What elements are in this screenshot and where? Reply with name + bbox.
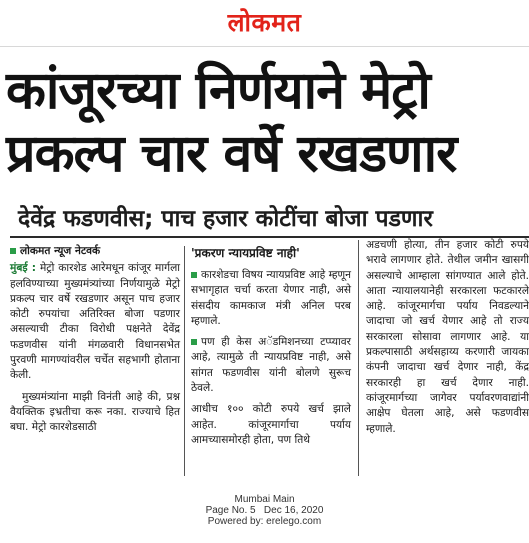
clipped-next-headline bbox=[30, 476, 529, 486]
bullet-text: कारशेडचा विषय न्यायप्रविष्ट आहे म्हणून सभागृहात चर्चा करता येणार नाही, असे संसदीय कामकाज मंत्री अनिल परब म्हणाले. bbox=[191, 269, 351, 327]
article-column-3 bbox=[366, 238, 529, 437]
paragraph-text: मेट्रो कारशेड आरेमधून कांजूर मार्गला हलविण्याच्या मुख्यमंत्र्यांच्या निर्णयामुळे मेट्रो प्रकल्प चार वर्षे रखडणार असून पाच हजार कोटी रुपयांचा अतिरिक्त बोजा पडणार असल्याची टीका विरोधी पक्षनेते देवेंद्र फडणवीस यांनी मंगळवारी विधानसभेत पुरवणी मागण्यांवरील चर्चेत सहभागी होताना केली. bbox=[10, 262, 180, 382]
paragraph: आधीच १०० कोटी रुपये खर्च झाले आहेत. कांजूरमार्गाचा पर्याय आमच्यासमोरही होता, पण तिथे bbox=[191, 403, 351, 446]
masthead bbox=[0, 0, 529, 50]
bullet-square-icon bbox=[10, 248, 16, 254]
article-column-2 bbox=[191, 244, 351, 448]
box-heading: 'प्रकरण न्यायप्रविष्ट नाही' bbox=[191, 246, 300, 260]
bullet-point bbox=[191, 335, 351, 396]
paragraph: मुख्यमंत्र्यांना माझी विनंती आहे की, प्रश्न वैयक्तिक इभ्रतीचा करू नका. राज्याचे हित बघा. मेट्रो कारशेडसाठी bbox=[10, 390, 180, 434]
headline bbox=[6, 60, 529, 186]
newspaper-logo: लोकमत bbox=[227, 8, 302, 37]
bullet-square-icon bbox=[191, 339, 197, 345]
bullet-text: पण ही केस अॅडमिशनच्या टप्प्यावर आहे, त्यामुळे ती न्यायप्रविष्ट नाही, असे सांगत फडणवीस यांनी बोलणे सुरूच ठेवले. bbox=[191, 336, 351, 395]
edition-name: Mumbai Main bbox=[234, 494, 295, 505]
bullet-point bbox=[191, 268, 351, 329]
byline: लोकमत न्यूज नेटवर्क bbox=[20, 245, 101, 257]
page-number-date: Page No. 5 Dec 16, 2020 bbox=[205, 505, 324, 516]
page-footer bbox=[0, 494, 529, 527]
column-divider bbox=[358, 240, 359, 476]
dateline: मुंबई : bbox=[10, 262, 37, 275]
masthead-divider bbox=[0, 46, 529, 47]
bullet-square-icon bbox=[191, 272, 197, 278]
powered-by: Powered by: erelego.com bbox=[207, 516, 322, 527]
headline-line-1: कांजूरच्या निर्णयाने मेट्रो bbox=[6, 61, 430, 121]
paragraph bbox=[10, 261, 180, 383]
paragraph: अडचणी होत्या, तीन हजार कोटी रुपये भरावे लागणार होते. तेथील जमीन खासगी असल्याचे आम्हाला सांगण्यात आले होते. आता न्यायालयानेही सरकारला फटकारले आहे. कांजूरमार्गचा पर्याय निवडल्याने जादाचा जो खर्च येणार आहे तो राज्य सरकारला सोसावा लागणार आहे. या प्रकल्पासाठी अर्थसहाय्य करणारी जायका कंपनी जादाचा खर्च देणार नाही, केंद्र सरकारही हा खर्च देणार नाही. कांजूरमार्गच्या जागेवर पर्यावरणवाद्यांनी आक्षेप घेतला आहे, असे फडणवीस म्हणाले. bbox=[366, 239, 529, 435]
column-divider bbox=[184, 246, 185, 476]
article-column-1 bbox=[10, 244, 180, 436]
headline-line-2: प्रकल्प चार वर्षे रखडणार bbox=[6, 124, 457, 184]
subheadline: देवेंद्र फडणवीस; पाच हजार कोटींचा बोजा पडणार bbox=[18, 206, 433, 232]
